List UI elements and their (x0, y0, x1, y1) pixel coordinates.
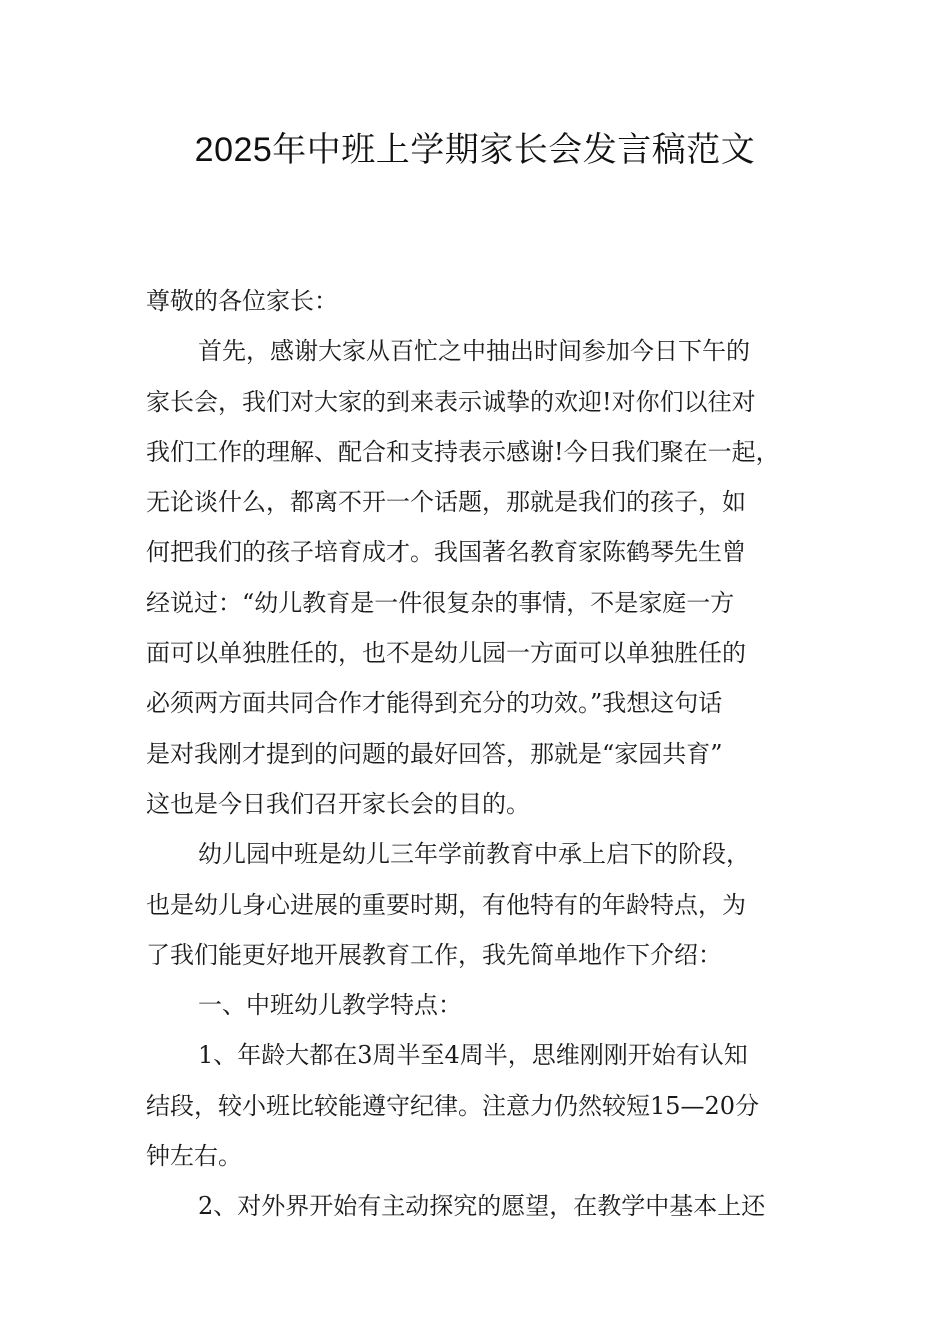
paragraph-line: 首先，感谢大家从百忙之中抽出时间参加今日下午的 (198, 337, 750, 366)
paragraph-line: 必须两方面共同合作才能得到充分的功效。”我想这句话 (146, 689, 723, 718)
list-item-line: 2、对外界开始有主动探究的愿望，在教学中基本上还 (198, 1192, 766, 1221)
list-item-line: 钟左右。 (146, 1142, 242, 1171)
document-body (146, 276, 810, 1232)
paragraph-line: 家长会，我们对大家的到来表示诚挚的欢迎!对你们以往对 (146, 387, 756, 416)
paragraph-line: 也是幼儿身心进展的重要时期，有他特有的年龄特点，为 (146, 890, 746, 919)
paragraph-line: 经说过：“幼儿教育是一件很复杂的事情，不是家庭一方 (146, 588, 735, 617)
salutation-line: 尊敬的各位家长： (146, 287, 338, 315)
paragraph-line: 是对我刚才提到的问题的最好回答，那就是“家园共育” (146, 739, 723, 768)
paragraph-line: 这也是今日我们召开家长会的目的。 (146, 789, 530, 818)
document-title: 2025年中班上学期家长会发言稿范文 (194, 131, 756, 169)
list-item-line: 结段，较小班比较能遵守纪律。注意力仍然较短15—20分 (146, 1091, 760, 1120)
list-item-line: 1、年龄大都在3周半至4周半，思维刚刚开始有认知 (198, 1041, 748, 1070)
paragraph-line: 何把我们的孩子培育成才。我国著名教育家陈鹤琴先生曾 (146, 538, 746, 567)
paragraph-line: 面可以单独胜任的，也不是幼儿园一方面可以单独胜任的 (146, 639, 746, 668)
paragraph-line: 我们工作的理解、配合和支持表示感谢!今日我们聚在一起， (146, 437, 780, 466)
section-heading: 一、中班幼儿教学特点： (198, 991, 462, 1020)
paragraph-line: 幼儿园中班是幼儿三年学前教育中承上启下的阶段， (198, 840, 750, 869)
paragraph-line: 了我们能更好地开展教育工作，我先简单地作下介绍： (146, 940, 722, 969)
paragraph-line: 无论谈什么，都离不开一个话题，那就是我们的孩子，如 (146, 488, 746, 517)
